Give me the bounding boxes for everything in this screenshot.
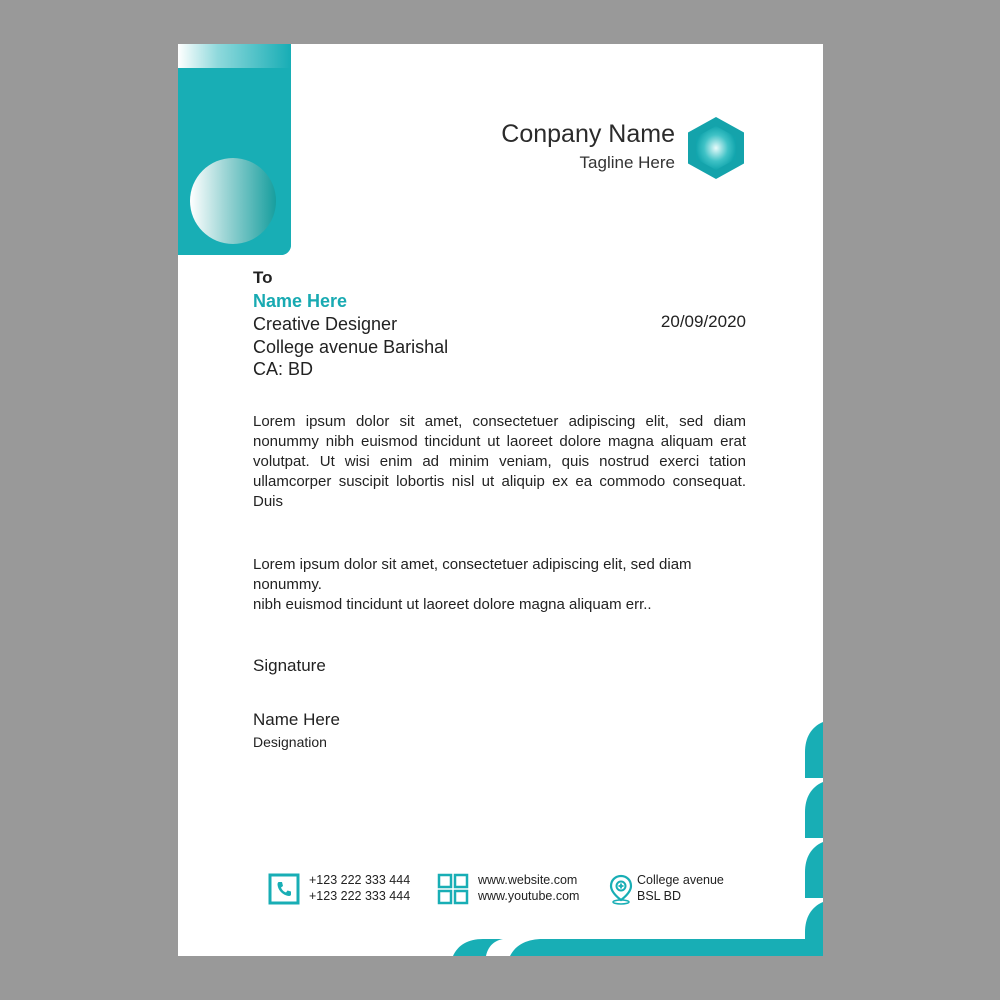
grid-icon: [437, 873, 469, 905]
location-icon: [605, 873, 637, 905]
phone-number: +123 222 333 444: [309, 873, 411, 887]
recipient-line: College avenue Barishal: [253, 336, 449, 357]
phone-icon: [268, 873, 300, 905]
address-line: BSL BD: [637, 889, 682, 903]
header-tab-decoration: [178, 44, 291, 255]
website-link: www.website.com: [478, 873, 578, 887]
recipient-line: CA: BD: [253, 359, 314, 379]
signature-label: Signature: [253, 656, 326, 675]
signer-name: Name Here: [253, 710, 340, 729]
recipient-line: Creative Designer: [253, 314, 398, 334]
footer-address-text: [637, 872, 724, 904]
signer-designation: Designation: [253, 734, 327, 750]
youtube-link: www.youtube.com: [478, 889, 580, 903]
body-paragraph-2-line: nibh euismod tincidunt ut laoreet dolore magna aliquam err..: [253, 596, 652, 613]
phone-number: +123 222 333 444: [309, 889, 411, 903]
company-name: Conpany Name: [501, 120, 675, 148]
address-line: College avenue: [637, 873, 724, 887]
company-tagline: Tagline Here: [579, 153, 675, 172]
recipient-name: Name Here: [253, 291, 348, 311]
body-paragraph-2: [253, 555, 746, 615]
body-paragraph-2-line: Lorem ipsum dolor sit amet, consectetuer adipiscing elit, sed diam nonummy.: [253, 556, 692, 593]
recipient-block: [253, 266, 448, 381]
footer-phone-text: [309, 872, 410, 904]
letter-date: 20/09/2020: [660, 312, 746, 331]
footer-web-text: [478, 872, 579, 904]
letterhead-page: [178, 44, 823, 956]
bottom-edge-wave-decoration: [448, 937, 823, 956]
to-label: To: [253, 268, 273, 287]
sphere-decoration: [190, 158, 276, 244]
company-block: [501, 118, 675, 176]
body-paragraph-1: Lorem ipsum dolor sit amet, consectetuer adipiscing elit, sed diam nonummy nibh euismod tincidunt ut laoreet dolore magna aliquam erat volutpat. Ut wisi enim ad minim veniam, quis nostrud exerci tation ullamcorper suscipit lobortis nisl ut aliquip ex ea commodo consequat. Duis: [253, 413, 746, 510]
right-edge-wave-decoration: [805, 722, 823, 956]
hexagon-logo-icon: [686, 116, 746, 180]
